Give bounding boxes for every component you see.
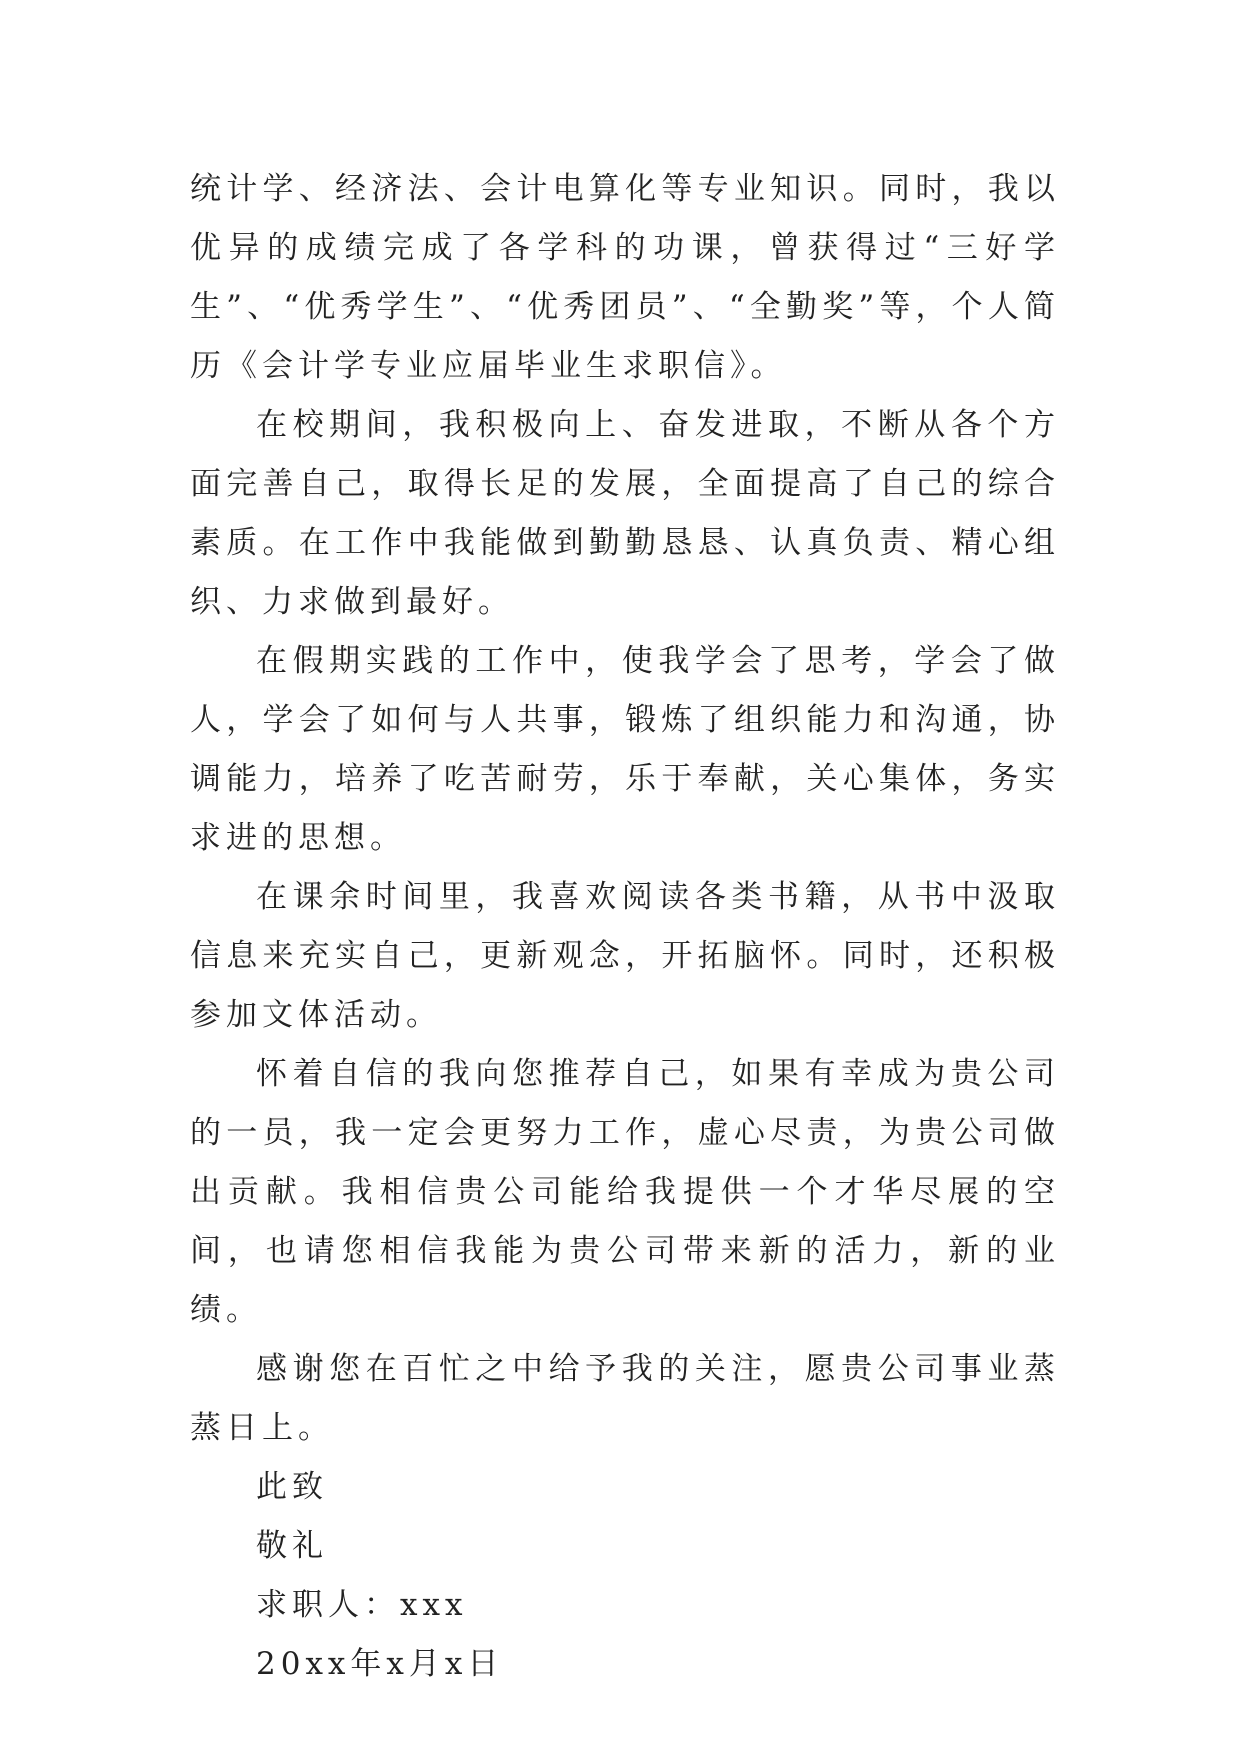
paragraph-thanks: 感谢您在百忙之中给予我的关注，愿贵公司事业蒸蒸日上。: [190, 1351, 1060, 1446]
letter-body: [190, 160, 1060, 1694]
closing-salutation: 此致: [256, 1469, 328, 1505]
paragraph-practice: 在假期实践的工作中，使我学会了思考，学会了做人，学会了如何与人共事，锻炼了组织能力和沟通，协调能力，培养了吃苦耐劳，乐于奉献，关心集体，务实求进的思想。: [190, 643, 1060, 856]
paragraph-recommendation: 怀着自信的我向您推荐自己，如果有幸成为贵公司的一员，我一定会更努力工作，虚心尽责，为贵公司做出贡献。我相信贵公司能给我提供一个才华尽展的空间，也请您相信我能为贵公司带来新的活力，新的业绩。: [190, 1056, 1060, 1328]
paragraph-school: 在校期间，我积极向上、奋发进取，不断从各个方面完善自己，取得长足的发展，全面提高了自己的综合素质。在工作中我能做到勤勤恳恳、认真负责、精心组织、力求做到最好。: [190, 407, 1060, 620]
paragraph-reading: 在课余时间里，我喜欢阅读各类书籍，从书中汲取信息来充实自己，更新观念，开拓脑怀。同时，还积极参加文体活动。: [190, 879, 1060, 1033]
paragraph-continued: 统计学、经济法、会计电算化等专业知识。同时，我以优异的成绩完成了各学科的功课，曾获得过“三好学生”、“优秀学生”、“优秀团员”、“全勤奖”等，个人简历《会计学专业应届毕业生求职信》。: [190, 171, 1060, 384]
date-line: 20xx年x月x日: [256, 1646, 504, 1682]
closing-respect: 敬礼: [256, 1528, 328, 1564]
signature-line: 求职人：xxx: [256, 1587, 468, 1623]
